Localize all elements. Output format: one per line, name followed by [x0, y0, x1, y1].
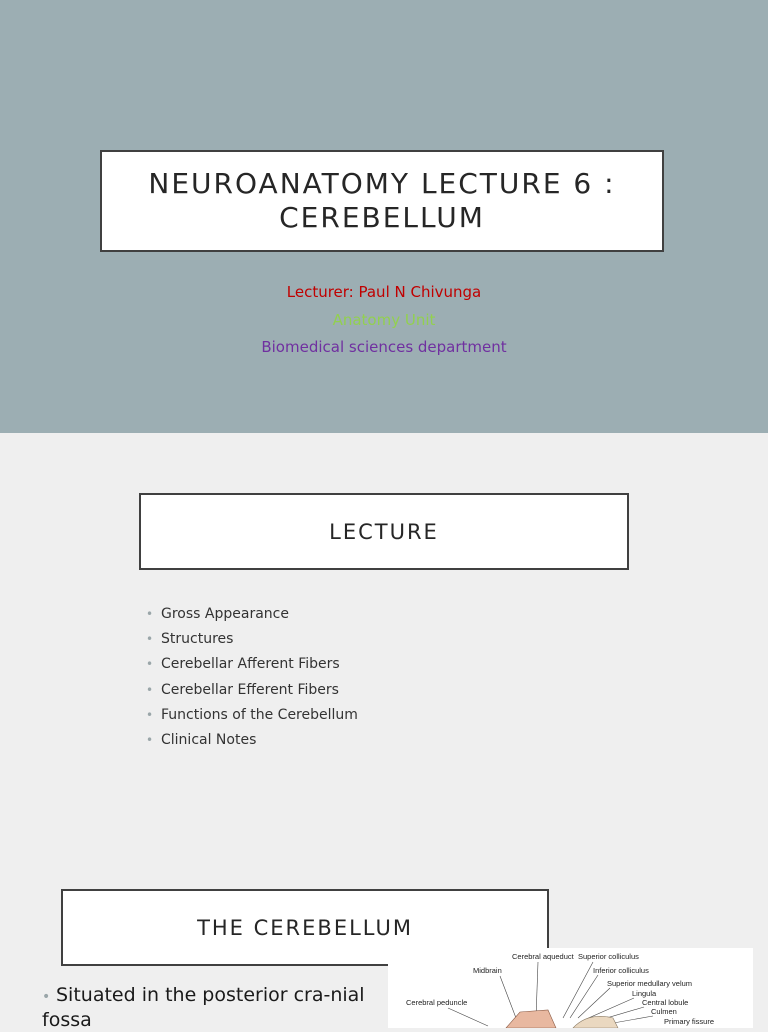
bullet-icon: • [146, 657, 154, 672]
bullet-icon: • [146, 707, 154, 722]
list-item [146, 601, 358, 626]
outline-list [146, 601, 358, 753]
label-midbrain: Midbrain [473, 966, 502, 975]
cerebellum-bullet-text: Situated in the posterior cra-nial fossa [42, 984, 365, 1031]
title-slide [0, 0, 768, 433]
slide-title: NEUROANATOMY LECTURE 6 : CEREBELLUM [148, 167, 616, 234]
bullet-icon: • [146, 631, 154, 646]
label-inferior-colliculus: Inferior colliculus [593, 966, 649, 975]
title-box [100, 150, 664, 252]
outline-slide [0, 433, 768, 853]
lecture-heading: LECTURE [329, 519, 439, 544]
lecturer-name: Lecturer: Paul N Chivunga [286, 283, 482, 301]
list-item [146, 626, 358, 651]
brainstem-shape [506, 1010, 556, 1028]
list-item [146, 702, 358, 727]
label-superior-colliculus: Superior colliculus [578, 952, 639, 961]
unit-name: Anatomy Unit [332, 311, 436, 329]
cerebellum-heading: THE CEREBELLUM [197, 915, 413, 940]
label-central-lobule: Central lobule [642, 998, 689, 1007]
cerebellum-diagram [388, 948, 753, 1028]
label-cerebral-peduncle: Cerebral peduncle [406, 998, 468, 1007]
department-name: Biomedical sciences department [261, 338, 507, 356]
bullet-icon: • [146, 682, 154, 697]
label-lingula: Lingula [632, 989, 657, 998]
label-superior-medullary-velum: Superior medullary velum [607, 979, 693, 988]
list-item-label: Cerebellar Afferent Fibers [161, 656, 340, 673]
list-item [146, 677, 358, 702]
cerebellum-bullet [42, 984, 382, 1032]
label-primary-fissure: Primary fissure [664, 1017, 715, 1026]
label-culmen: Culmen [651, 1007, 677, 1016]
cerebellum-shape [573, 1016, 618, 1028]
list-item-label: Gross Appearance [161, 605, 289, 622]
bullet-icon: • [146, 606, 154, 621]
bullet-icon: • [42, 989, 51, 1005]
cerebellum-slide [0, 860, 768, 1031]
list-item-label: Functions of the Cerebellum [161, 706, 358, 723]
label-cerebral-aqueduct: Cerebral aqueduct [512, 952, 574, 961]
list-item [146, 652, 358, 677]
list-item-label: Cerebellar Efferent Fibers [161, 681, 339, 698]
list-item-label: Clinical Notes [161, 732, 257, 749]
list-item-label: Structures [161, 630, 234, 647]
list-item [146, 727, 358, 752]
bullet-icon: • [146, 733, 154, 748]
lecture-heading-box [139, 493, 629, 570]
